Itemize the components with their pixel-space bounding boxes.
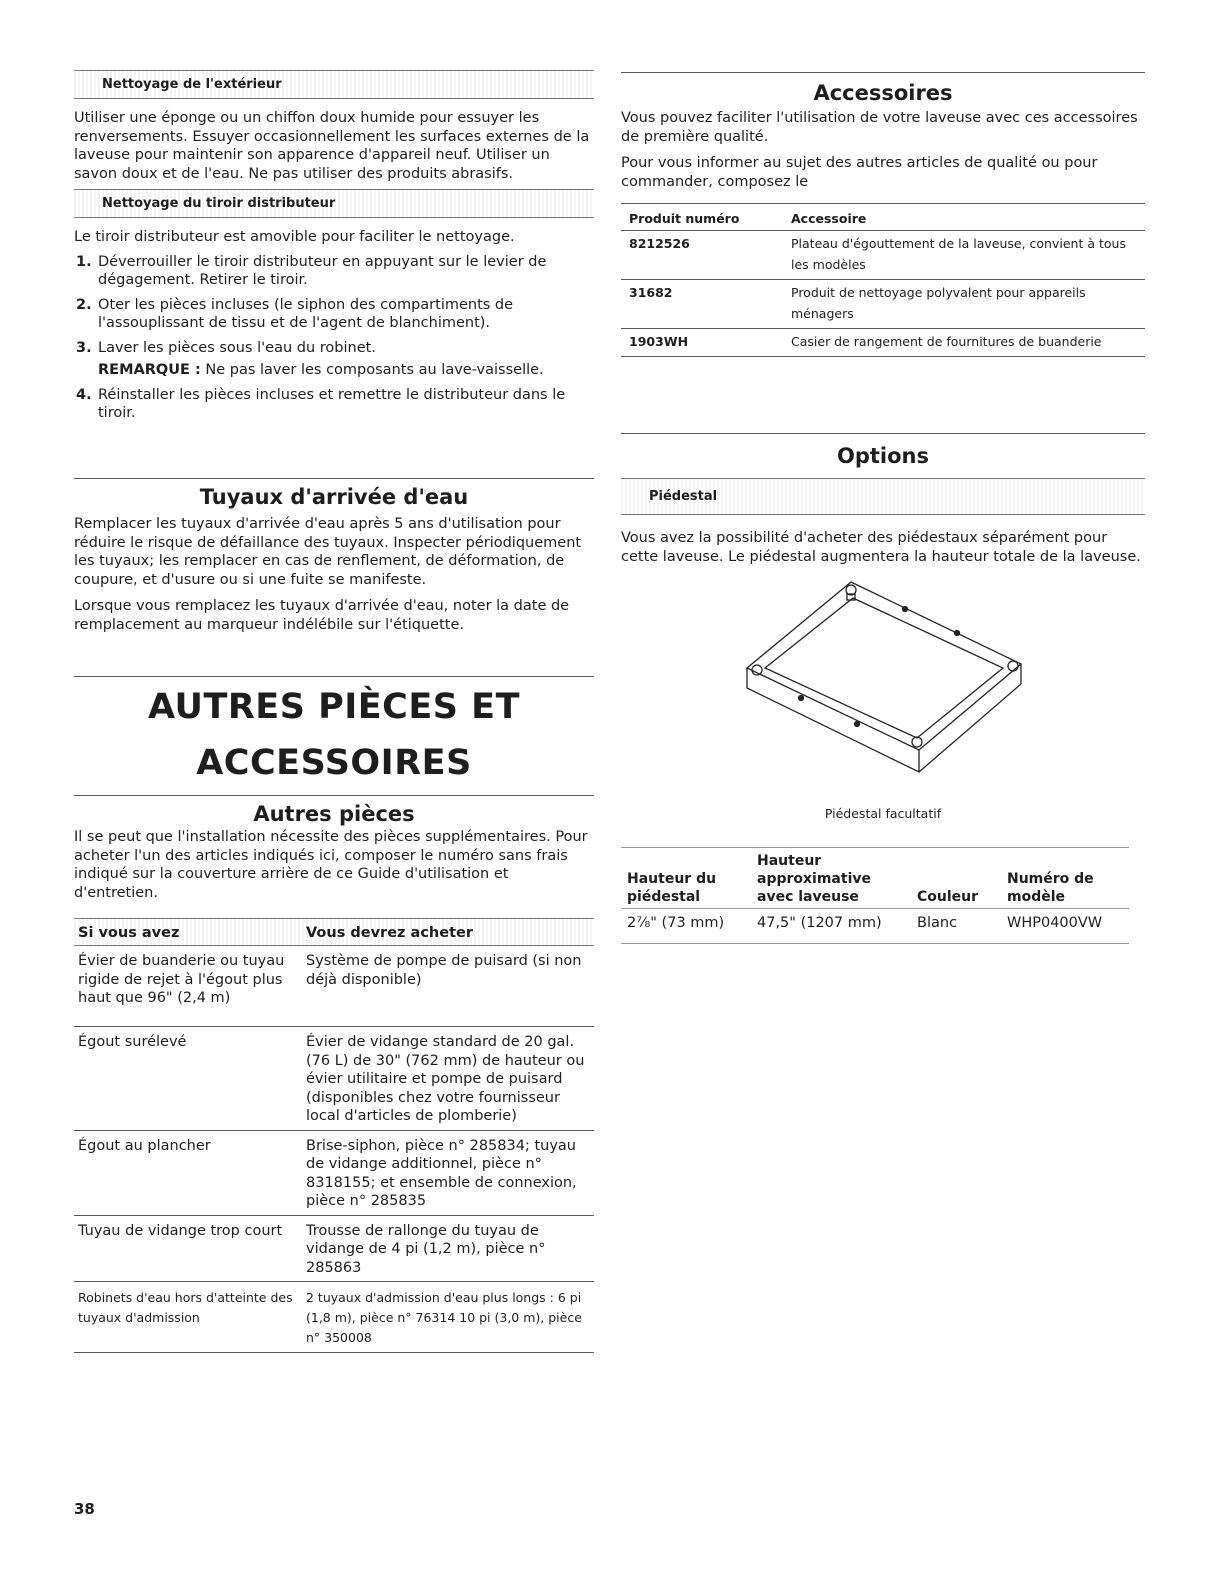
pedestal-caption: Piédestal facultatif xyxy=(824,806,942,821)
pedestal-height: 2⅞" (73 mm) xyxy=(621,909,751,944)
bolt-hole-icon xyxy=(799,696,804,701)
table-row xyxy=(621,280,1145,329)
table-cell: Trousse de rallonge du tuyau de vidange de 4 pi (1,2 m), pièce n° 285863 xyxy=(302,1215,594,1282)
step-3: 3. Laver les pièces sous l'eau du robinet. REMARQUE : Ne pas laver les composants au lave-vaisselle. xyxy=(74,339,594,380)
options-title: Options xyxy=(837,444,929,468)
step-4: 4. Réinstaller les pièces incluses et remettre le distributeur dans le tiroir. xyxy=(76,386,566,421)
drawer-cleaning-heading: Nettoyage du tiroir distributeur xyxy=(74,189,594,218)
hoses-paragraph-2: Lorsque vous remplacez les tuyaux d'arrivée d'eau, noter la date de remplacement au marqueur indélébile sur l'étiquette. xyxy=(74,598,570,633)
table-cell: Évier de vidange standard de 20 gal. (76 L) de 30" (762 mm) de hauteur ou évier utilitaire et pompe de puisard (disponibles chez votre fournisseur local d'articles de plomberie) xyxy=(302,1027,594,1131)
page-number: 38 xyxy=(74,1500,95,1518)
pedestal-front-side xyxy=(747,668,919,772)
main-title-line-1: AUTRES PIÈCES ET xyxy=(148,687,520,727)
table-row xyxy=(74,1215,594,1282)
corner-foot-icon xyxy=(752,665,762,675)
drawer-cleaning-intro: Le tiroir distributeur est amovible pour faciliter le nettoyage. xyxy=(74,229,515,245)
pedestal-text: Vous avez la possibilité d'acheter des piédestaux séparément pour cette laveuse. Le piédestal augmentera la hauteur totale de la laveuse. xyxy=(621,530,1141,565)
color: Blanc xyxy=(911,909,1001,944)
table-row xyxy=(74,1282,594,1353)
accessory-description: Plateau d'égouttement de la laveuse, convient à tous les modèles xyxy=(783,231,1145,280)
product-number: 31682 xyxy=(621,280,783,329)
table-cell: Tuyau de vidange trop court xyxy=(74,1215,302,1282)
table-cell: 2 tuyaux d'admission d'eau plus longs : 6 pi (1,8 m), pièce n° 76314 10 pi (3,0 m), pièce n° 350008 xyxy=(302,1282,594,1353)
divider xyxy=(621,433,1145,434)
table-cell: Égout au plancher xyxy=(74,1130,302,1215)
table-row xyxy=(74,1130,594,1215)
other-parts-title: Autres pièces xyxy=(253,802,415,826)
pedestal-opening xyxy=(765,598,1003,738)
main-title-line-2: ACCESSOIRES xyxy=(196,743,472,783)
table-row xyxy=(621,329,1145,357)
exterior-cleaning-heading: Nettoyage de l'extérieur xyxy=(74,70,594,99)
accessories-table xyxy=(621,203,1145,357)
bolt-hole-icon xyxy=(855,722,860,727)
column-header: Vous devrez acheter xyxy=(302,919,594,946)
other-parts-table xyxy=(74,918,594,1353)
bolt-hole-icon xyxy=(955,631,960,636)
table-cell: Égout surélevé xyxy=(74,1027,302,1131)
divider xyxy=(621,72,1145,73)
column-header: Hauteur approximative avec laveuse xyxy=(751,848,911,909)
corner-foot-icon xyxy=(1008,661,1018,671)
table-cell: Évier de buanderie ou tuyau rigide de rejet à l'égout plus haut que 96" (2,4 m) xyxy=(74,946,302,1027)
step-1: 1. Déverrouiller le tiroir distributeur en appuyant sur le levier de dégagement. Retirer le tiroir. xyxy=(76,253,547,288)
column-header: Produit numéro xyxy=(621,204,783,231)
column-header: Hauteur du piédestal xyxy=(621,848,751,909)
table-row xyxy=(74,946,594,1027)
hoses-paragraph-1: Remplacer les tuyaux d'arrivée d'eau après 5 ans d'utilisation pour réduire le risque de défaillance des tuyaux. Inspecter périodiquement les tuyaux; les remplacer en cas de renflement, de déformation, de coupure, et d'usure ou si une fuite se manifeste. xyxy=(74,516,582,588)
exterior-cleaning-text: Utiliser une éponge ou un chiffon doux humide pour essuyer les renversements. Essuyer occasionnellement les surfaces externes de la laveuse pour maintenir son apparence d'appareil neuf. Utiliser un savon doux et de l'eau. Ne pas utiliser des produits abrasifs. xyxy=(74,110,590,182)
drawer-cleaning-steps xyxy=(74,253,594,423)
bolt-hole-icon xyxy=(903,607,908,612)
table-cell: Brise-siphon, pièce n° 285834; tuyau de vidange additionnel, pièce n° 8318155; et ensemble de connexion, pièce n° 285835 xyxy=(302,1130,594,1215)
table-row xyxy=(621,231,1145,280)
column-header: Accessoire xyxy=(783,204,1145,231)
model-number: WHP0400VW xyxy=(1001,909,1129,944)
table-cell: Robinets d'eau hors d'atteinte des tuyaux d'admission xyxy=(74,1282,302,1353)
accessory-description: Casier de rangement de fournitures de buanderie xyxy=(783,329,1145,357)
pedestal-top-frame xyxy=(747,582,1021,750)
accessories-paragraph-1: Vous pouvez faciliter l'utilisation de votre laveuse avec ces accessoires de première qualité. xyxy=(621,110,1138,145)
hoses-title: Tuyaux d'arrivée d'eau xyxy=(199,485,469,509)
divider xyxy=(74,676,594,677)
accessory-description: Produit de nettoyage polyvalent pour appareils ménagers xyxy=(783,280,1145,329)
accessories-title: Accessoires xyxy=(813,81,953,105)
product-number: 8212526 xyxy=(621,231,783,280)
divider xyxy=(74,795,594,796)
pedestal-illustration xyxy=(621,572,1145,802)
approx-height: 47,5" (1207 mm) xyxy=(751,909,911,944)
other-parts-intro: Il se peut que l'installation nécessite des pièces supplémentaires. Pour acheter l'un des articles indiqués ici, composer le numéro sans frais indiqué sur la couverture arrière de ce Guide d'utilisation et d'entretien. xyxy=(74,829,588,901)
accessories-paragraph-2: Pour vous informer au sujet des autres articles de qualité ou pour commander, composez le xyxy=(621,155,1098,190)
product-number: 1903WH xyxy=(621,329,783,357)
pedestal-heading: Piédestal xyxy=(621,478,1145,515)
column-header: Couleur xyxy=(911,848,1001,909)
column-header: Si vous avez xyxy=(74,919,302,946)
divider xyxy=(74,478,594,479)
pedestal-right-side xyxy=(919,664,1021,772)
pedestal-table xyxy=(621,847,1129,944)
step-2: 2. Oter les pièces incluses (le siphon des compartiments de l'assouplissant de tissu et de l'agent de blanchiment). xyxy=(76,296,514,331)
column-header: Numéro de modèle xyxy=(1001,848,1129,909)
table-row xyxy=(74,1027,594,1131)
table-cell: Système de pompe de puisard (si non déjà disponible) xyxy=(302,946,594,1027)
note: REMARQUE : Ne pas laver les composants au lave-vaisselle. xyxy=(98,362,544,378)
table-row xyxy=(621,909,1129,944)
